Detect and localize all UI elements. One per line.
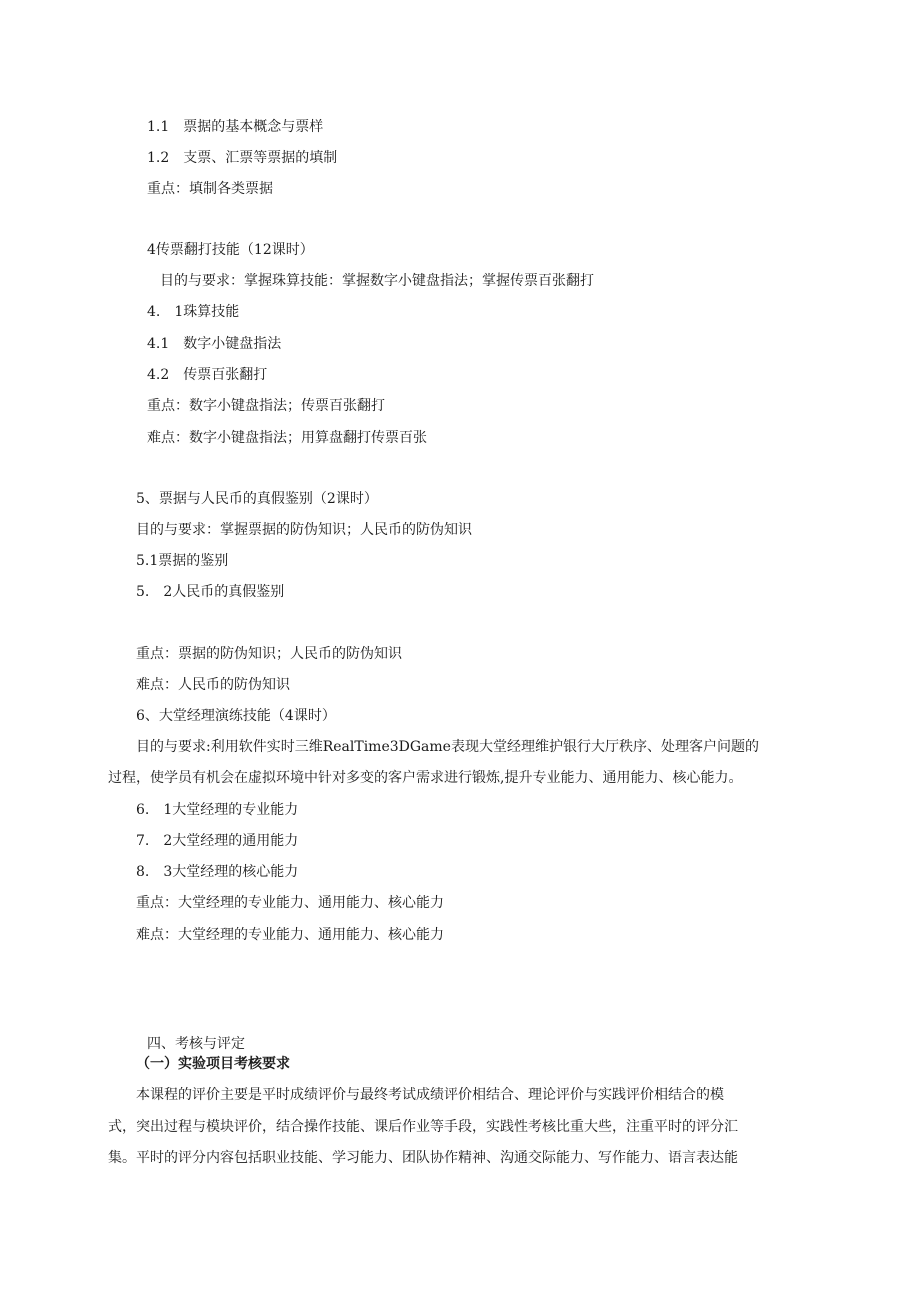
paragraph-line-1: 本课程的评价主要是平时成绩评价与最终考试成绩评价相结合、理论评价与实践评价相结合的模 [136, 1087, 724, 1103]
item-6-1: 6. 1大堂经理的专业能力 [136, 802, 299, 818]
section-title: 4传票翻打技能（12课时） [147, 242, 314, 258]
key-point: 重点：数字小键盘指法；传票百张翻打 [147, 398, 385, 414]
difficulty-point: 难点：数字小键盘指法；用算盘翻打传票百张 [147, 430, 427, 446]
goal-text-line-1: 目的与要求:利用软件实时三维RealTime3DGame表现大堂经理维护银行大厅秩序、处理客户问题的 [136, 739, 759, 755]
chapter-heading: 四、考核与评定 [147, 1036, 245, 1052]
item-4-1b: 4.1 数字小键盘指法 [147, 336, 282, 352]
item-4-2: 4.2 传票百张翻打 [147, 367, 268, 383]
difficulty-point: 难点：大堂经理的专业能力、通用能力、核心能力 [136, 927, 444, 943]
paragraph-line-3: 集。平时的评分内容包括职业技能、学习能力、团队协作精神、沟通交际能力、写作能力、语言表达能 [108, 1150, 738, 1166]
section-title: 5、票据与人民币的真假鉴别（2课时） [136, 491, 378, 507]
goal-text: 目的与要求：掌握珠算技能：掌握数字小键盘指法；掌握传票百张翻打 [160, 273, 594, 289]
subsection-heading: （一）实验项目考核要求 [136, 1056, 290, 1072]
key-point: 重点：票据的防伪知识；人民币的防伪知识 [136, 646, 402, 662]
paragraph-line-2: 式，突出过程与模块评价，结合操作技能、课后作业等手段，实践性考核比重大些，注重平时的评分汇 [108, 1119, 738, 1135]
key-point: 重点：填制各类票据 [147, 181, 273, 197]
item-7-2: 7. 2大堂经理的通用能力 [136, 833, 299, 849]
difficulty-point: 难点：人民币的防伪知识 [136, 677, 290, 693]
item-8-3: 8. 3大堂经理的核心能力 [136, 864, 299, 880]
item-1-2: 1.2 支票、汇票等票据的填制 [147, 150, 338, 166]
goal-text-line-2: 过程，使学员有机会在虚拟环境中针对多变的客户需求进行锻炼,提升专业能力、通用能力、核心能力。 [108, 770, 743, 786]
item-4-1a: 4. 1珠算技能 [147, 304, 240, 320]
goal-text: 目的与要求：掌握票据的防伪知识；人民币的防伪知识 [136, 522, 472, 538]
item-1-1: 1.1 票据的基本概念与票样 [147, 119, 324, 135]
item-5-2: 5. 2人民币的真假鉴别 [136, 584, 285, 600]
section-title: 6、大堂经理演练技能（4课时） [136, 708, 336, 724]
key-point: 重点：大堂经理的专业能力、通用能力、核心能力 [136, 895, 444, 911]
item-5-1: 5.1票据的鉴别 [136, 553, 229, 569]
